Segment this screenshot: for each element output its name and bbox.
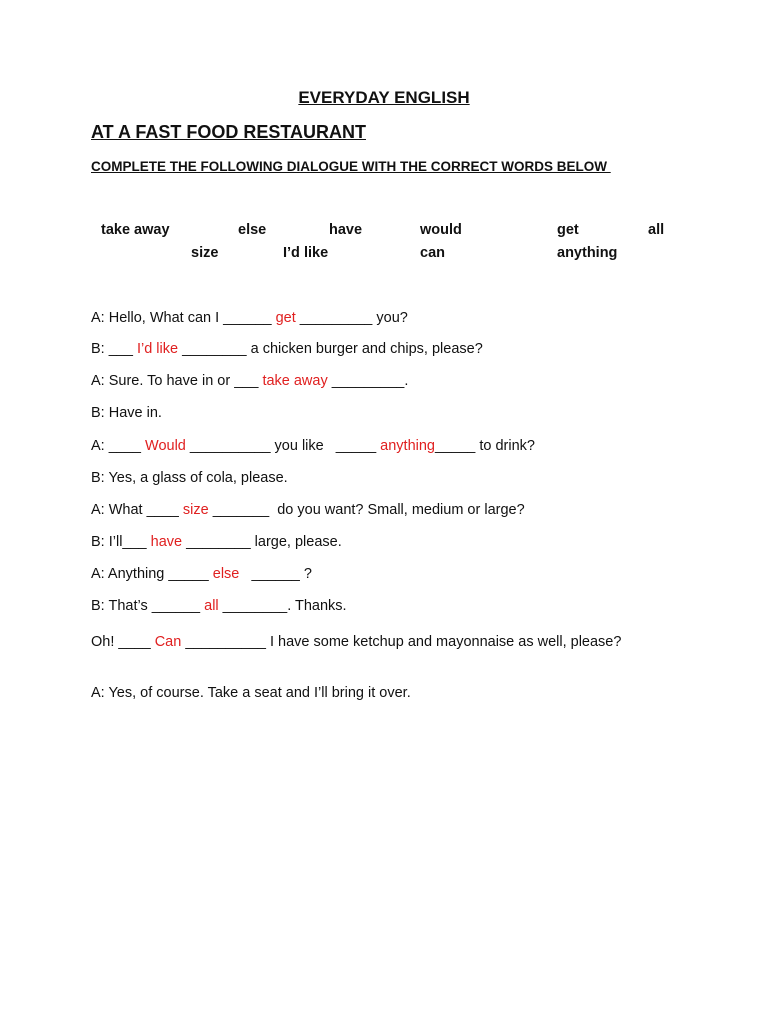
dialogue-line [91, 438, 535, 454]
answer-word: Can [154, 634, 182, 650]
answer-word: I’d like [136, 341, 179, 357]
dialogue-line [91, 470, 288, 486]
answer-word: else [212, 566, 240, 582]
dialogue-text: A: Sure. To have in or ___ [91, 373, 263, 389]
dialogue-line [91, 310, 408, 326]
dialogue-text: ________ a chicken burger and chips, please? [178, 341, 483, 357]
word-bank-item: else [238, 222, 267, 238]
dialogue-text: ________ large, please. [182, 534, 342, 550]
dialogue-text: A: Yes, of course. Take a seat and I’ll bring it over. [91, 685, 411, 701]
dialogue-text: _____ to drink? [435, 438, 535, 454]
dialogue-text: ________. Thanks. [218, 598, 347, 614]
dialogue-line [91, 341, 483, 357]
word-bank-item: have [329, 222, 363, 238]
answer-word: size [182, 502, 209, 518]
dialogue-line [91, 631, 651, 653]
word-bank-item: I’d like [283, 245, 329, 261]
word-bank-item: get [557, 222, 579, 238]
dialogue-text: _________ you? [295, 310, 408, 326]
dialogue-text: B: That’s ______ [91, 598, 205, 614]
page-title: EVERYDAY ENGLISH [298, 88, 470, 107]
dialogue-text: __________ you like _____ [185, 438, 381, 454]
dialogue-line [91, 685, 411, 701]
dialogue-text: A: What ____ [91, 502, 183, 518]
word-bank-item: can [420, 245, 445, 261]
dialogue-text: B: Yes, a glass of cola, please. [91, 470, 288, 486]
dialogue-line [91, 534, 342, 550]
answer-word: all [204, 598, 219, 614]
dialogue-line [91, 502, 525, 518]
word-bank-item: size [191, 245, 219, 261]
dialogue-text: B: I’ll___ [91, 534, 151, 550]
dialogue-text: __________ I have some ketchup and mayonnaise as well, please? [181, 634, 622, 650]
dialogue-text: A: Anything _____ [91, 566, 213, 582]
word-bank-item: would [420, 222, 462, 238]
dialogue-line [91, 405, 162, 421]
instruction-text: COMPLETE THE FOLLOWING DIALOGUE WITH THE CORRECT WORDS BELOW [91, 159, 611, 174]
answer-word: take away [262, 373, 328, 389]
dialogue-text: _________. [327, 373, 409, 389]
answer-word: get [275, 310, 296, 326]
dialogue-text: Oh! ____ [91, 634, 155, 650]
dialogue-text: B: Have in. [91, 405, 162, 421]
dialogue-text: A: Hello, What can I ______ [91, 310, 276, 326]
dialogue-line [91, 598, 347, 614]
word-bank-item: take away [101, 222, 170, 238]
dialogue-line [91, 566, 312, 582]
answer-word: have [150, 534, 183, 550]
dialogue-text: ______ ? [239, 566, 312, 582]
answer-word: anything [380, 438, 435, 454]
word-bank-item: anything [557, 245, 618, 261]
dialogue-text: A: ____ [91, 438, 146, 454]
dialogue-text: _______ do you want? Small, medium or large? [208, 502, 525, 518]
dialogue-line [91, 373, 408, 389]
answer-word: Would [145, 438, 186, 454]
worksheet-subtitle: AT A FAST FOOD RESTAURANT [91, 122, 366, 142]
word-bank-item: all [648, 222, 665, 238]
dialogue-text: B: ___ [91, 341, 137, 357]
